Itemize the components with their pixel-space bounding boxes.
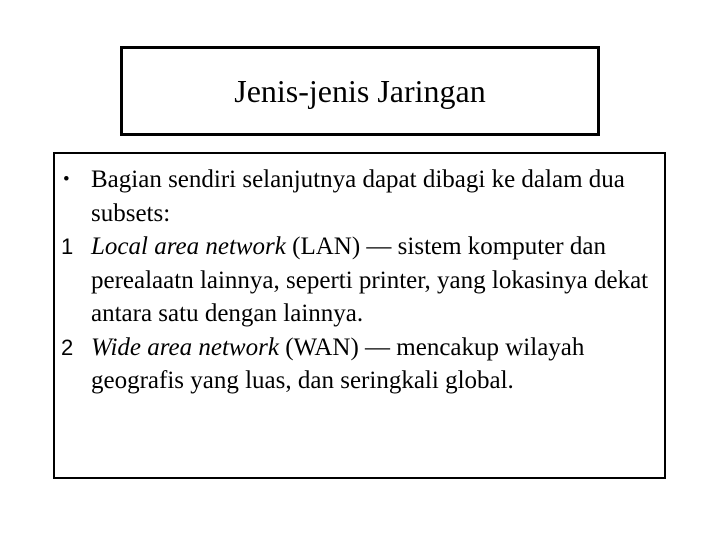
lan-term: Local area network [91, 233, 286, 260]
wan-description [91, 331, 661, 398]
wan-text: (WAN) — mencakup wilayah geografis yang luas, dan seringkali global. [91, 333, 585, 394]
bullet-marker: • [63, 169, 70, 190]
lan-description [91, 230, 661, 331]
content-box [53, 152, 666, 479]
lan-text: (LAN) — sistem komputer dan perealaatn lainnya, seperti printer, yang lokasinya dekat antara satu dengan lainnya. [91, 233, 649, 327]
wan-term: Wide area network [91, 333, 279, 361]
item-number-2: 2 [61, 334, 74, 360]
item-list [61, 163, 661, 398]
title-box [120, 46, 600, 136]
intro-text: Bagian sendiri selanjutnya dapat dibagi ke dalam dua subsets: [91, 166, 625, 227]
item-number-1: 1 [61, 234, 74, 259]
list-item-intro [61, 163, 661, 230]
list-item-lan [61, 230, 661, 331]
slide-title: Jenis-jenis Jaringan [234, 73, 486, 109]
list-item-wan [61, 331, 661, 398]
